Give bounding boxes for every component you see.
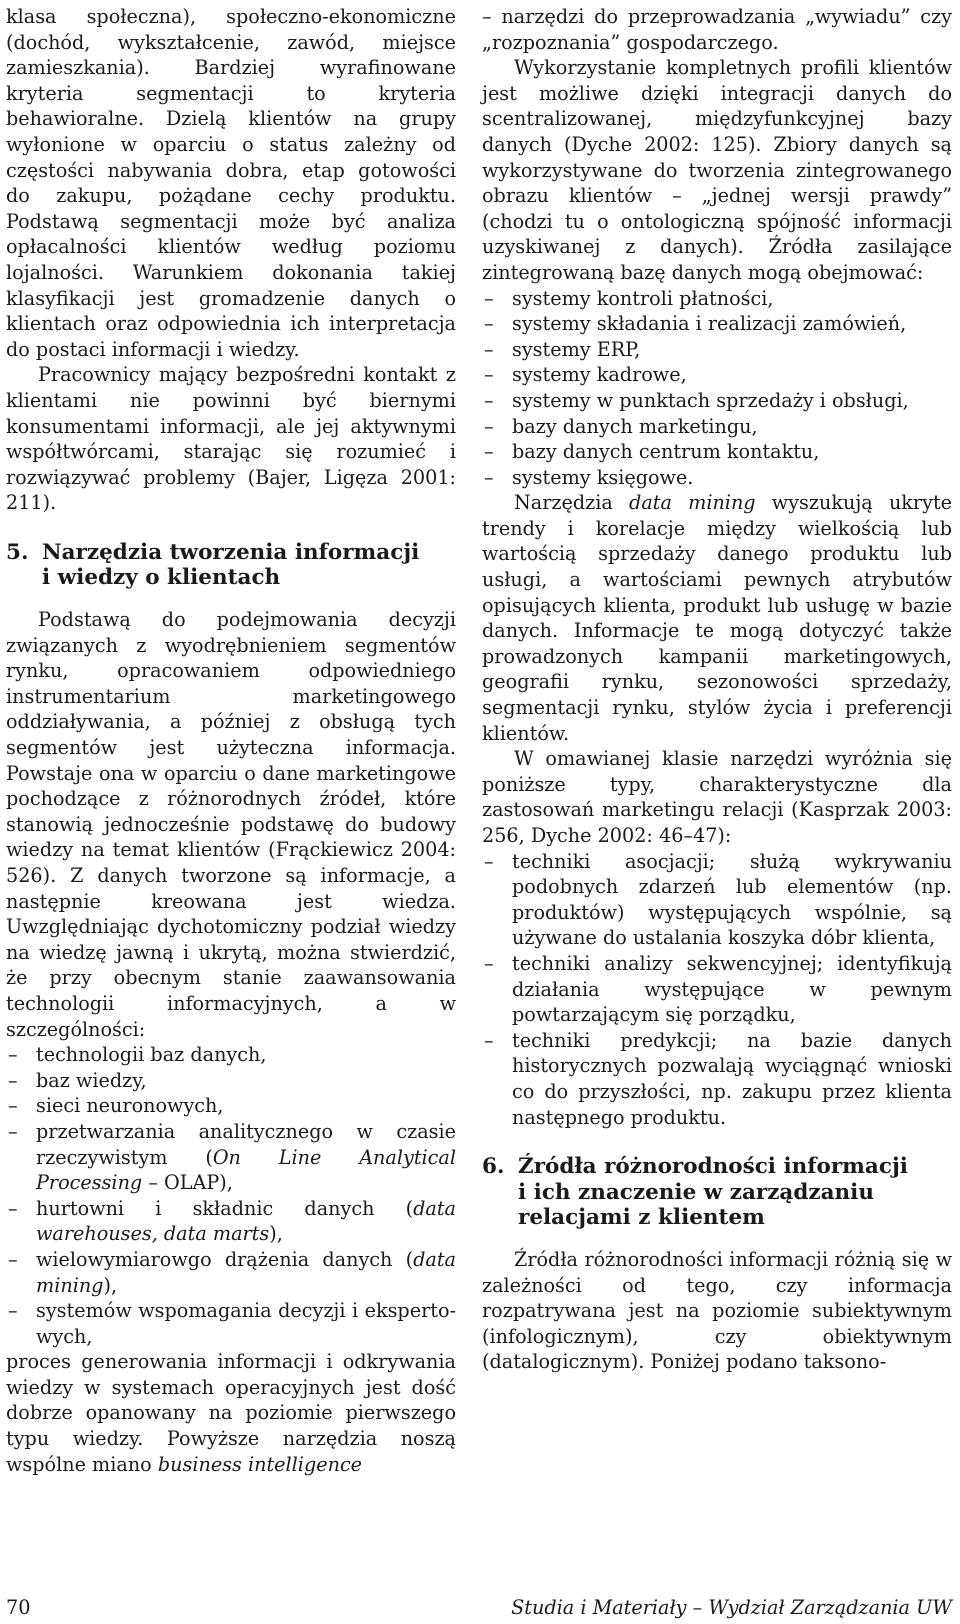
list-item: – systemy kadrowe, (482, 362, 952, 388)
list-item-text: ), (269, 1222, 283, 1246)
list-item (6, 1196, 456, 1247)
section-number: 6. (482, 1154, 505, 1180)
list-item: – systemy składania i realizacji zamówień, (482, 311, 952, 337)
paragraph: klasa społeczna), społeczno-ekonomiczne (dochód, wykształcenie, zawód, miejsce zamieszkania). Bardziej wyrafinowane kryteria segmentacji to kryteria behawioralne. Dzielą klientów na grupy wyłonione w oparciu o status zależny od częstości nabywania dobra, etap gotowości do zakupu, pożądane cechy produktu. Podstawą segmentacji może być analiza opłacalności klientów według poziomu lojalności. Warunkiem dokonania takiej klasyfikacji jest gromadzenie danych o klientach oraz odpowiednia ich interpretacja do postaci informacji i wiedzy. (6, 5, 456, 361)
list-item-italic: On Line Analytical Processing (36, 1145, 456, 1195)
list-item: – technologii baz danych, (6, 1042, 456, 1068)
section-title-line: relacjami z klientem (518, 1205, 765, 1231)
list-item-text: przetwarzania analitycznego w czasie rzeczywistym ( (36, 1119, 456, 1169)
list-item: – systemy w punktach sprzedaży i obsługi, (482, 388, 952, 414)
page-footer (6, 1596, 952, 1620)
list-item-text: wielowymiarowgo drążenia danych ( (36, 1247, 414, 1271)
paragraph (482, 490, 952, 746)
paragraph: Podstawą do podejmowania decyzji związanych z wyodrębnieniem segmentów rynku, opracowaniem odpowiedniego instrumentarium marketingowego oddziaływania, a później z obsługą tych segmentów jest użyteczna informacja. Powstaje ona w oparciu o dane marketingowe pochodzące z różnorodnych źródeł, które stanowią jednocześnie podstawę do budowy wiedzy na temat klientów (Frąckiewicz 2004: 526). Z danych tworzone są informacje, a następnie kreowana jest wiedza. Uwzględniając dychotomiczny podział wiedzy na wiedzę jawną i ukrytą, można stwierdzić, że przy obecnym stanie zaawansowania technologii informacyjnych, a w szczególności: (6, 608, 456, 1041)
list-item (6, 1119, 456, 1196)
list-item: – techniki analizy sekwencyjnej; identyfikują działania występujące w pewnym powtarzającym się porządku, (482, 951, 952, 1028)
list-item-italic: data warehouses, data marts (36, 1196, 456, 1246)
paragraph-text: wyszukują ukryte trendy i korelacje między wielkością lub wartością sprzedaży danego produktu lub usługi, a wartościami pewnych atrybutów opisujących klienta, produkt lub usługę w bazie danych. Informacje te mogą dotyczyć także prowadzonych kampanii marketingowych, geografii rynku, sezonowości sprzedaży, segmentacji rynku, stylów życia i preferencji klientów. (482, 491, 953, 745)
list-item: – bazy danych marketingu, (482, 414, 952, 440)
page-number: 70 (6, 1596, 31, 1619)
section-title-line: i wiedzy o klientach (42, 565, 281, 591)
list-item-text: ), (103, 1273, 118, 1297)
paragraph-italic: data mining (629, 491, 756, 515)
section-heading-5 (6, 540, 456, 591)
list-item-text: hurtowni i składnic danych ( (36, 1196, 414, 1220)
paragraph-text: Narzędzia (514, 491, 630, 515)
paragraph: Źródła różnorodności informacji różnią się w zależności od tego, czy informacja rozpatrywana jest na poziomie subiektywnym (infologicznym), czy obiektywnym (datalogicznym). Poniżej podano taksono- (482, 1247, 952, 1374)
list-item: – techniki asocjacji; służą wykrywaniu podobnych zdarzeń lub elementów (np. produktów) występujących wspólnie, są używane do ustalania koszyka dóbr klienta, (482, 849, 952, 951)
paragraph-text: proces generowania informacji i odkrywania wiedzy w systemach operacyjnych jest dość dobrze opanowany na poziomie pierwszego typu wiedzy. Powyższe narzędzia noszą wspólne miano (6, 1350, 456, 1476)
list-item (6, 1247, 456, 1298)
section-title-line: i ich znaczenie w zarządzaniu (518, 1179, 874, 1205)
paragraph: – narzędzi do przeprowadzania „wywiadu” czy „rozpoznania” gospodarczego. (482, 5, 952, 54)
list-item: – systemy księgowe. (482, 465, 952, 491)
list-item: – bazy danych centrum kontaktu, (482, 439, 952, 465)
section-heading-6 (482, 1154, 952, 1231)
techniques-list (482, 849, 952, 1131)
list-item: – systemów wspomagania decyzji i ekspertowych, (6, 1298, 456, 1349)
paragraph-italic: business intelligence (157, 1452, 363, 1476)
list-item: – systemy kontroli płatności, (482, 286, 952, 312)
section-title-line: Narzędzia tworzenia informacji (42, 539, 420, 565)
journal-title: Studia i Materiały – Wydział Zarządzania UW (511, 1596, 952, 1619)
section-title-line: Źródła różnorodności informacji (518, 1154, 908, 1180)
section-number: 5. (6, 539, 29, 565)
list-item: – baz wiedzy, (6, 1068, 456, 1094)
list-item-text: – OLAP), (142, 1171, 233, 1195)
technology-list (6, 1042, 456, 1349)
left-column (6, 4, 456, 1477)
right-column (482, 4, 952, 1375)
list-item: – systemy ERP, (482, 337, 952, 363)
data-sources-list (482, 286, 952, 491)
list-item: – techniki predykcji; na bazie danych historycznych pozwalają wyciągnąć wnioski co do przyszłości, np. zakupu przez klienta następnego produktu. (482, 1028, 952, 1130)
list-item-italic: data mining (36, 1247, 456, 1297)
paragraph: W omawianej klasie narzędzi wyróżnia się poniższe typy, charakterystyczne dla zastosowań marketingu relacji (Kasprzak 2003: 256, Dyche 2002: 46–47): (482, 747, 952, 847)
paragraph: Pracownicy mający bezpośredni kontakt z klientami nie powinni być biernymi konsumentami informacji, ale jej aktywnymi współtwórcami, starając się rozumieć i rozwiązywać problemy (Bajer, Ligęza 2001: 211). (6, 363, 456, 515)
paragraph: Wykorzystanie kompletnych profili klientów jest możliwe dzięki integracji danych do scentralizowanej, międzyfunkcyjnej bazy danych (Dyche 2002: 125). Zbiory danych są wykorzystywane do tworzenia zintegrowanego obrazu klientów – „jednej wersji prawdy” (chodzi tu o ontologiczną spójność informacji uzyskiwanej z danych). Źródła zasilające zintegrowaną bazę danych mogą obejmować: (482, 56, 952, 284)
paragraph (6, 1349, 456, 1477)
list-item: – sieci neuronowych, (6, 1093, 456, 1119)
